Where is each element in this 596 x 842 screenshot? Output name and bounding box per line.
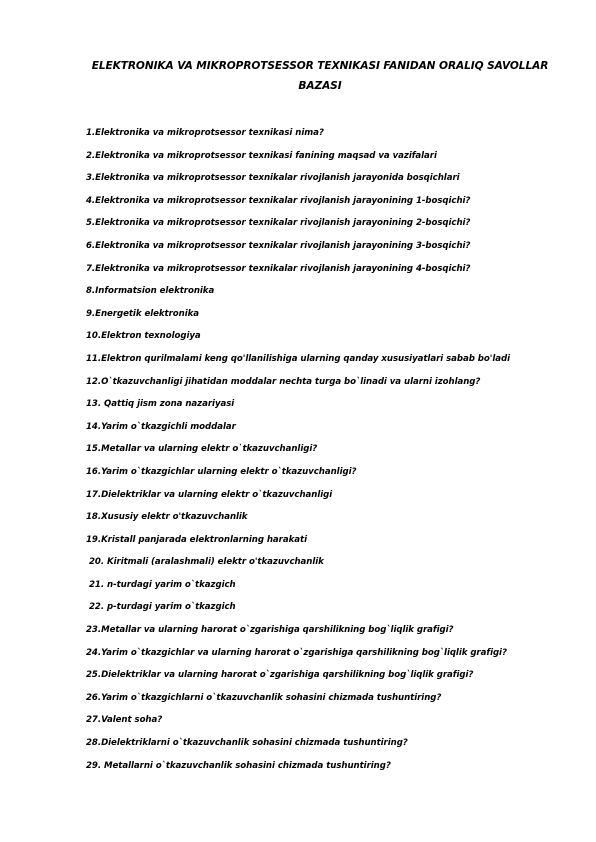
question-item: 2.Elektronika va mikroprotsessor texnikasi fanining maqsad va vazifalari [86, 150, 437, 161]
question-item: 6.Elektronika va mikroprotsessor texnikalar rivojlanish jarayonining 3-bosqichi? [86, 240, 471, 251]
question-item: 27.Valent soha? [86, 715, 163, 726]
question-item: 10.Elektron texnologiya [86, 331, 201, 342]
question-item: 29. Metallarni o`tkazuvchanlik sohasini chizmada tushuntiring? [86, 760, 391, 771]
question-item: 21. n-turdagi yarim o`tkazgich [89, 579, 236, 590]
question-item: 1.Elektronika va mikroprotsessor texnikasi nima? [86, 128, 324, 138]
question-item: 4.Elektronika va mikroprotsessor texnikalar rivojlanish jarayonining 1-bosqichi? [86, 195, 471, 206]
question-item: 18.Xususiy elektr o'tkazuvchanlik [86, 512, 248, 523]
question-item: 24.Yarim o`tkazgichlar va ularning harorat o`zgarishiga qarshilikning bog`liqlik grafigi? [86, 647, 507, 658]
question-item: 28.Dielektriklarni o`tkazuvchanlik sohasini chizmada tushuntiring? [86, 738, 408, 749]
question-item: 5.Elektronika va mikroprotsessor texnikalar rivojlanish jarayonining 2-bosqichi? [86, 218, 471, 229]
question-item: 9.Energetik elektronika [86, 308, 200, 319]
question-item: 3.Elektronika va mikroprotsessor texnikalar rivojlanish jarayonida bosqichlari [86, 173, 460, 184]
question-item: 13. Qattiq jism zona nazariyasi [86, 399, 235, 410]
question-item: 19.Kristall panjarada elektronlarning harakati [86, 534, 307, 545]
question-item: 12.O`tkazuvchanligi jihatidan moddalar nechta turga bo`linadi va ularni izohlang? [86, 376, 481, 387]
question-item: 8.Informatsion elektronika [86, 286, 215, 297]
question-item: 15.Metallar va ularning elektr o`tkazuvchanligi? [86, 444, 318, 455]
question-item: 20. Kiritmali (aralashmali) elektr o'tkazuvchanlik [89, 557, 324, 568]
question-item: 25.Dielektriklar va ularning harorat o`zgarishiga qarshilikning bog`liqlik grafigi? [86, 670, 474, 681]
question-item: 14.Yarim o`tkazgichli moddalar [86, 421, 236, 432]
question-item: 17.Dielektriklar va ularning elektr o`tkazuvchanligi [86, 489, 333, 500]
question-item: 22. p-turdagi yarim o`tkazgich [89, 602, 236, 613]
question-item: 26.Yarim o`tkazgichlarni o`tkazuvchanlik sohasini chizmada tushuntiring? [86, 692, 442, 703]
question-item: 11.Elektron qurilmalami keng qo'llanilishiga ularning qanday xususiyatlari sabab bo'ladi [86, 353, 510, 364]
questions-list [86, 126, 510, 781]
question-item: 23.Metallar va ularning harorat o`zgarishiga qarshilikning bog`liqlik grafigi? [86, 625, 454, 636]
question-item: 7.Elektronika va mikroprotsessor texnikalar rivojlanish jarayonining 4-bosqichi? [86, 263, 471, 274]
document-title: ELEKTRONIKA VA MIKROPROTSESSOR TEXNIKASI FANIDAN ORALIQ SAVOLLAR BAZASI [91, 60, 549, 92]
question-item: 16.Yarim o`tkazgichlar ularning elektr o`tkazuvchanligi? [86, 466, 357, 477]
